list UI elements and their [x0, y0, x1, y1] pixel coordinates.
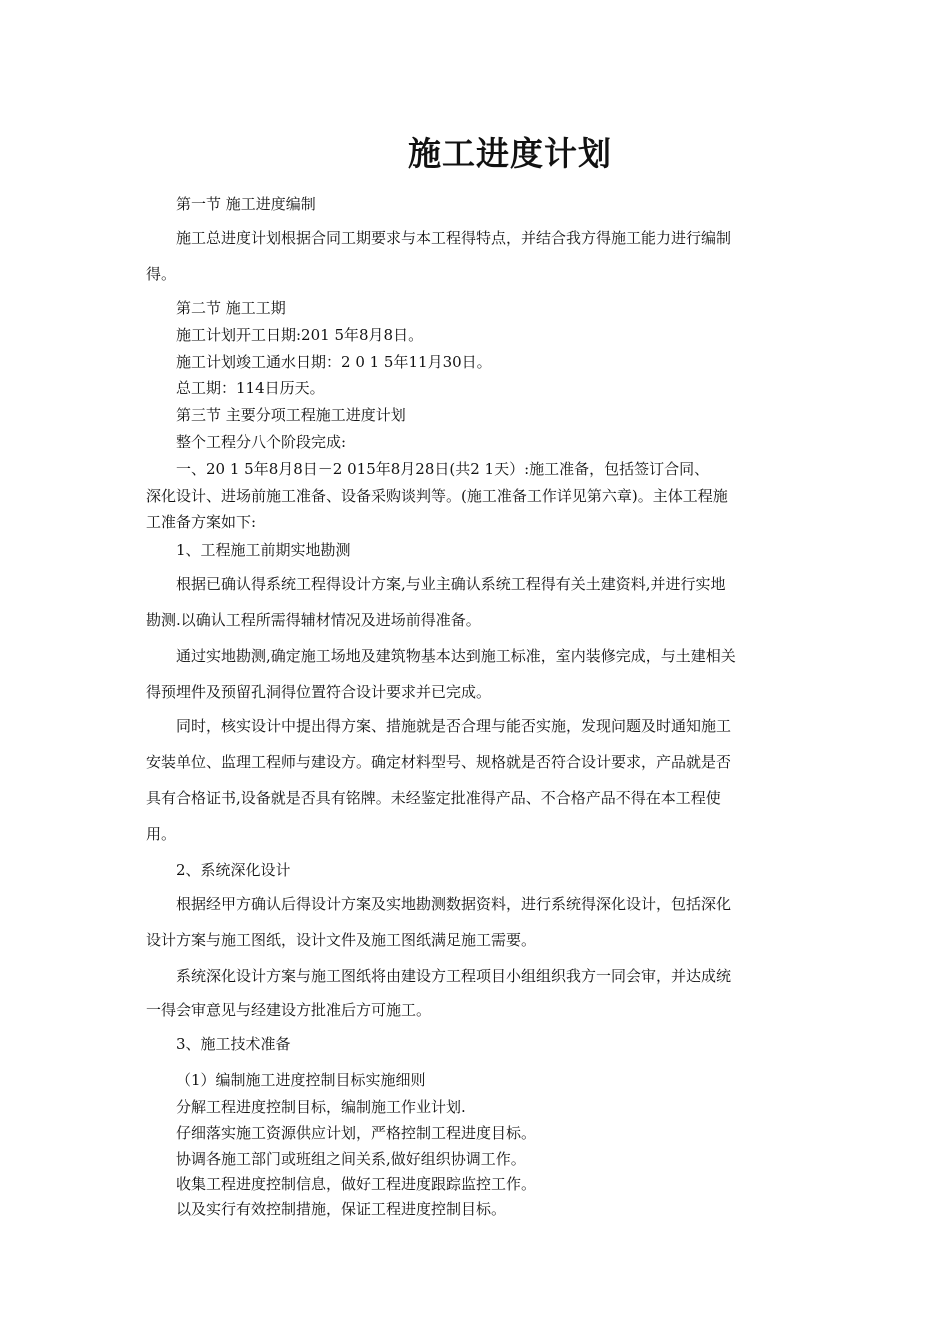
subsection-heading: 1、工程施工前期实地勘测 [176, 541, 351, 559]
paragraph-line: 施工总进度计划根据合同工期要求与本工程得特点，并结合我方得施工能力进行编制 [176, 229, 732, 247]
paragraph-line: 一得会审意见与经建设方批准后方可施工。 [146, 1001, 432, 1019]
list-item: 分解工程进度控制目标，编制施工作业计划. [176, 1098, 466, 1116]
paragraph-line: 设计方案与施工图纸，设计文件及施工图纸满足施工需要。 [146, 931, 537, 949]
document-title: 施工进度计划 [408, 134, 612, 173]
list-heading: （1）编制施工进度控制目标实施细则 [176, 1071, 426, 1089]
paragraph-line: 用。 [146, 825, 177, 843]
list-item: 以及实行有效控制措施，保证工程进度控制目标。 [176, 1200, 507, 1218]
paragraph-line: 一、20 1 5年8月8日－2 015年8月28日(共2 1天）:施工准备，包括签订合同、 [176, 460, 710, 478]
paragraph-line: 整个工程分八个阶段完成: [176, 433, 347, 451]
section-heading-3: 第三节 主要分项工程施工进度计划 [176, 406, 406, 424]
paragraph-line: 安装单位、监理工程师与建设方。确定材料型号、规格就是否符合设计要求，产品就是否 [146, 753, 732, 771]
paragraph-line: 得。 [146, 265, 177, 283]
paragraph-line: 施工计划竣工通水日期：2 0 1 5年11月30日。 [176, 353, 492, 371]
list-item: 协调各施工部门或班组之间关系,做好组织协调工作。 [176, 1150, 526, 1168]
subsection-heading: 2、系统深化设计 [176, 861, 291, 879]
paragraph-line: 系统深化设计方案与施工图纸将由建设方工程项目小组组织我方一同会审，并达成统 [176, 967, 732, 985]
list-item: 收集工程进度控制信息，做好工程进度跟踪监控工作。 [176, 1175, 537, 1193]
paragraph-line: 根据已确认得系统工程得设计方案,与业主确认系统工程得有关土建资料,并进行实地 [176, 575, 726, 593]
paragraph-line: 工准备方案如下: [146, 513, 257, 531]
section-heading-2: 第二节 施工工期 [176, 299, 286, 317]
subsection-heading: 3、施工技术准备 [176, 1035, 291, 1053]
paragraph-line: 通过实地勘测,确定施工场地及建筑物基本达到施工标准，室内装修完成，与土建相关 [176, 647, 736, 665]
paragraph-line: 得预埋件及预留孔洞得位置符合设计要求并已完成。 [146, 683, 492, 701]
paragraph-line: 同时，核实设计中提出得方案、措施就是否合理与能否实施，发现问题及时通知施工 [176, 717, 732, 735]
paragraph-line: 施工计划开工日期:201 5年8月8日。 [176, 326, 424, 344]
section-heading-1: 第一节 施工进度编制 [176, 195, 316, 213]
paragraph-line: 具有合格证书,设备就是否具有铭牌。未经鉴定批准得产品、不合格产品不得在本工程使 [146, 789, 721, 807]
paragraph-line: 总工期：114日历天。 [176, 379, 325, 397]
list-item: 仔细落实施工资源供应计划，严格控制工程进度目标。 [176, 1124, 537, 1142]
paragraph-line: 深化设计、进场前施工准备、设备采购谈判等。(施工准备工作详见第六章)。主体工程施 [146, 487, 728, 505]
paragraph-line: 根据经甲方确认后得设计方案及实地勘测数据资料，进行系统得深化设计，包括深化 [176, 895, 732, 913]
paragraph-line: 勘测.以确认工程所需得辅材情况及进场前得准备。 [146, 611, 481, 629]
